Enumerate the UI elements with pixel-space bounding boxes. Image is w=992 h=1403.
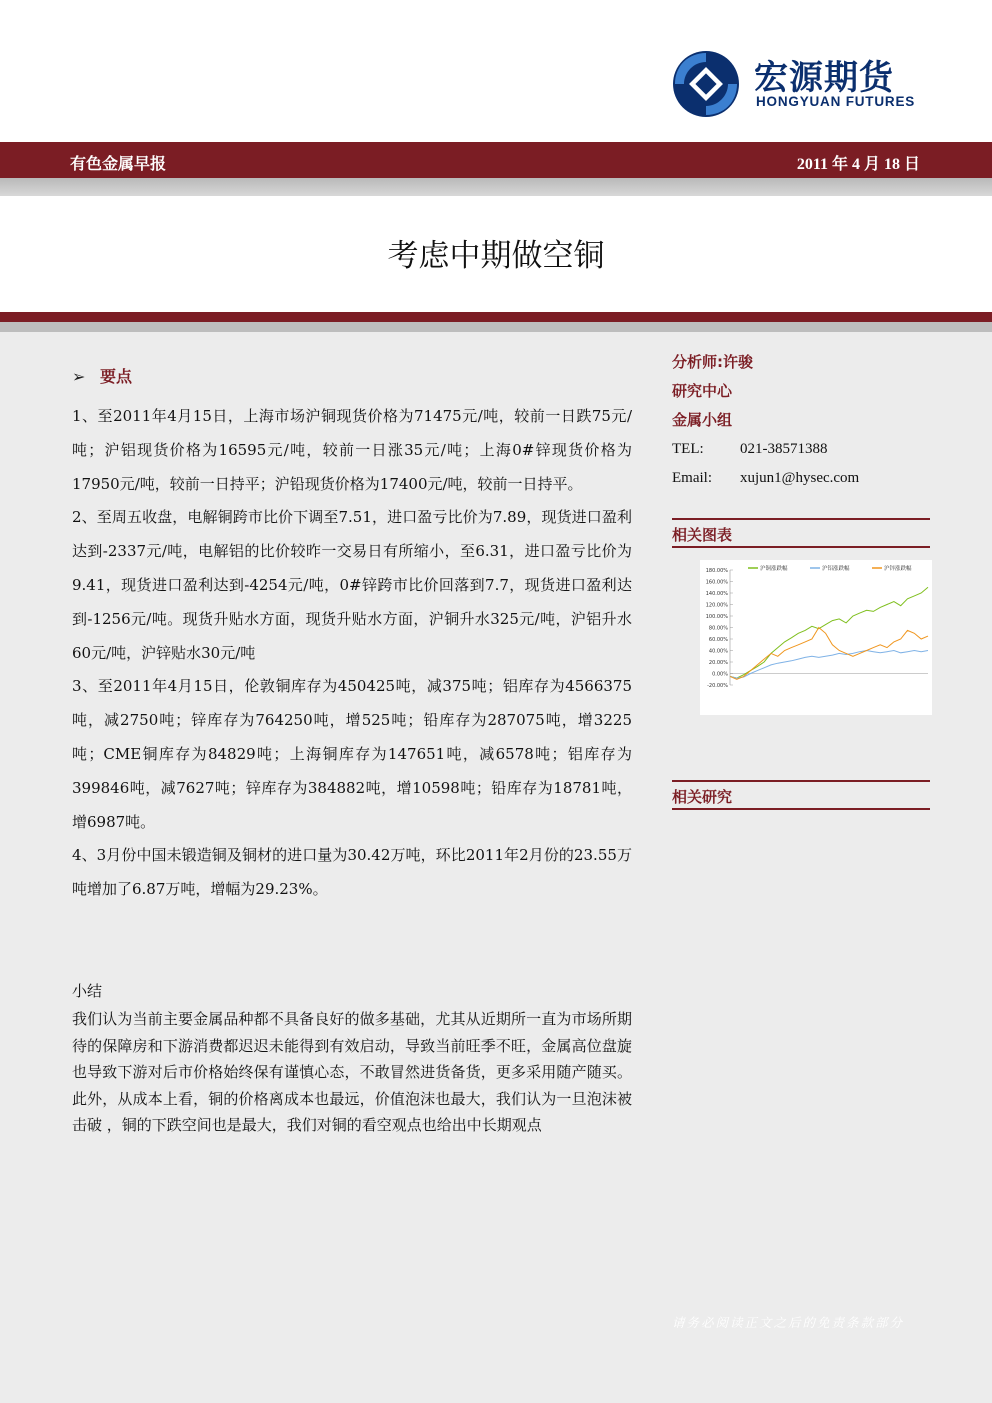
key-points-body <box>72 400 632 907</box>
email-value[interactable]: xujun1@hysec.com <box>740 470 860 486</box>
key-point-paragraph: 4、3月份中国未锻造铜及铜材的进口量为30.42万吨，环比2011年2月份的23.55万吨增加了6.87万吨，增幅为29.23%。 <box>72 846 632 899</box>
y-tick-label: 20.00% <box>708 660 728 666</box>
header-bar <box>0 142 992 178</box>
summary-text: 我们认为当前主要金属品种都不具备良好的做多基础，尤其从近期所一直为市场所期待的保障房和下游消费都迟迟未能得到有效启动，导致当前旺季不旺，金属高位盘旋也导致下游对后市价格始终保有谨慎心态，不敢冒然进货备货，更多采用随产随买。此外，从成本上看，铜的价格离成本也最远，价值泡沫也最大，我们认为一旦泡沫被击破 ，铜的下跌空间也是最大，我们对铜的看空观点也给出中长期观点 <box>72 1010 632 1134</box>
legend-label: 沪铜涨跌幅 <box>760 566 788 572</box>
legend-label: 沪铝涨跌幅 <box>822 566 850 572</box>
report-type: 有色金属早报 <box>70 154 167 173</box>
analyst-sidebar <box>672 348 932 493</box>
arrow-bullet-icon: ➢ <box>72 367 86 386</box>
analyst-dept: 研究中心 <box>672 382 733 400</box>
analyst-name: 分析师:许骏 <box>672 353 753 371</box>
y-tick-label: 40.00% <box>708 648 728 655</box>
key-point-paragraph: 2、至周五收盘，电解铜跨市比价下调至7.51，进口盈亏比价为7.89，现货进口盈利达到-2337元/吨，电解铝的比价较昨一交易日有所缩小，至6.31，进口盈亏比价为9.41，现货进口盈利达到-4254元/吨，0#锌跨市比价回落到7.7，现货进口盈利达到-1256元/吨。现货升贴水方面，现货升贴水方面，沪铜升水325元/吨，沪铝升水60元/吨，沪锌贴水30元/吨 <box>72 508 632 662</box>
email-row <box>672 464 932 493</box>
series-line-3 <box>730 628 928 680</box>
related-research-heading: 相关研究 <box>672 780 930 810</box>
y-tick-label: 0.00% <box>712 671 728 678</box>
y-tick-label: 160.00% <box>705 579 728 586</box>
brand-logo <box>672 48 922 118</box>
page-title: 考虑中期做空铜 <box>387 238 605 274</box>
price-change-chart <box>700 560 932 715</box>
title-rule-shadow <box>0 322 992 332</box>
y-tick-label: 140.00% <box>705 591 728 597</box>
disclaimer-text: 请务必阅读正文之后的免责条款部分 <box>671 1315 904 1330</box>
key-point-paragraph: 1、至2011年4月15日，上海市场沪铜现货价格为71475元/吨，较前一日跌75元/吨；沪铝现货价格为16595元/吨，较前一日涨35元/吨；上海0#锌现货价格为17950元/吨，较前一日持平；沪铅现货价格为17400元/吨，较前一日持平。 <box>72 407 632 493</box>
series-line-1 <box>730 587 928 678</box>
brand-name-cn: 宏源期货 <box>754 58 894 98</box>
related-charts-heading: 相关图表 <box>672 518 930 548</box>
key-points-heading <box>72 364 132 387</box>
key-point-paragraph: 3、至2011年4月15日，伦敦铜库存为450425吨，减375吨；铝库存为4566375吨，减2750吨；锌库存为764250吨，增525吨；铅库存为287075吨，增3225吨；CME铜库存为84829吨；上海铜库存为147651吨，减6578吨；铝库存为399846吨，减7627吨；锌库存为384882吨，增10598吨；铅库存为18781吨，增6987吨。 <box>72 677 632 831</box>
key-points-label: 要点 <box>100 367 133 386</box>
y-tick-label: 60.00% <box>708 637 728 643</box>
series-line-2 <box>730 651 928 679</box>
analyst-team: 金属小组 <box>672 411 733 429</box>
header-shadow <box>0 178 992 196</box>
y-tick-label: 80.00% <box>708 625 728 632</box>
legend-label: 沪锌涨跌幅 <box>884 566 912 572</box>
brand-name-en: HONGYUAN FUTURES <box>756 94 916 109</box>
tel-row <box>672 435 932 464</box>
line-chart-svg <box>700 560 932 715</box>
tel-value: 021-38571388 <box>740 441 828 457</box>
y-tick-label: 180.00% <box>705 568 728 574</box>
summary-label: 小结 <box>72 982 103 1000</box>
email-label: Email: <box>672 470 712 486</box>
diamond-in-circle-icon <box>672 50 740 118</box>
y-tick-label: -20.00% <box>707 683 728 689</box>
y-tick-label: 120.00% <box>705 602 728 609</box>
y-tick-label: 100.00% <box>705 614 728 620</box>
tel-label: TEL: <box>672 441 704 457</box>
report-date: 2011 年 4 月 18 日 <box>796 156 920 173</box>
title-rule <box>0 312 992 322</box>
